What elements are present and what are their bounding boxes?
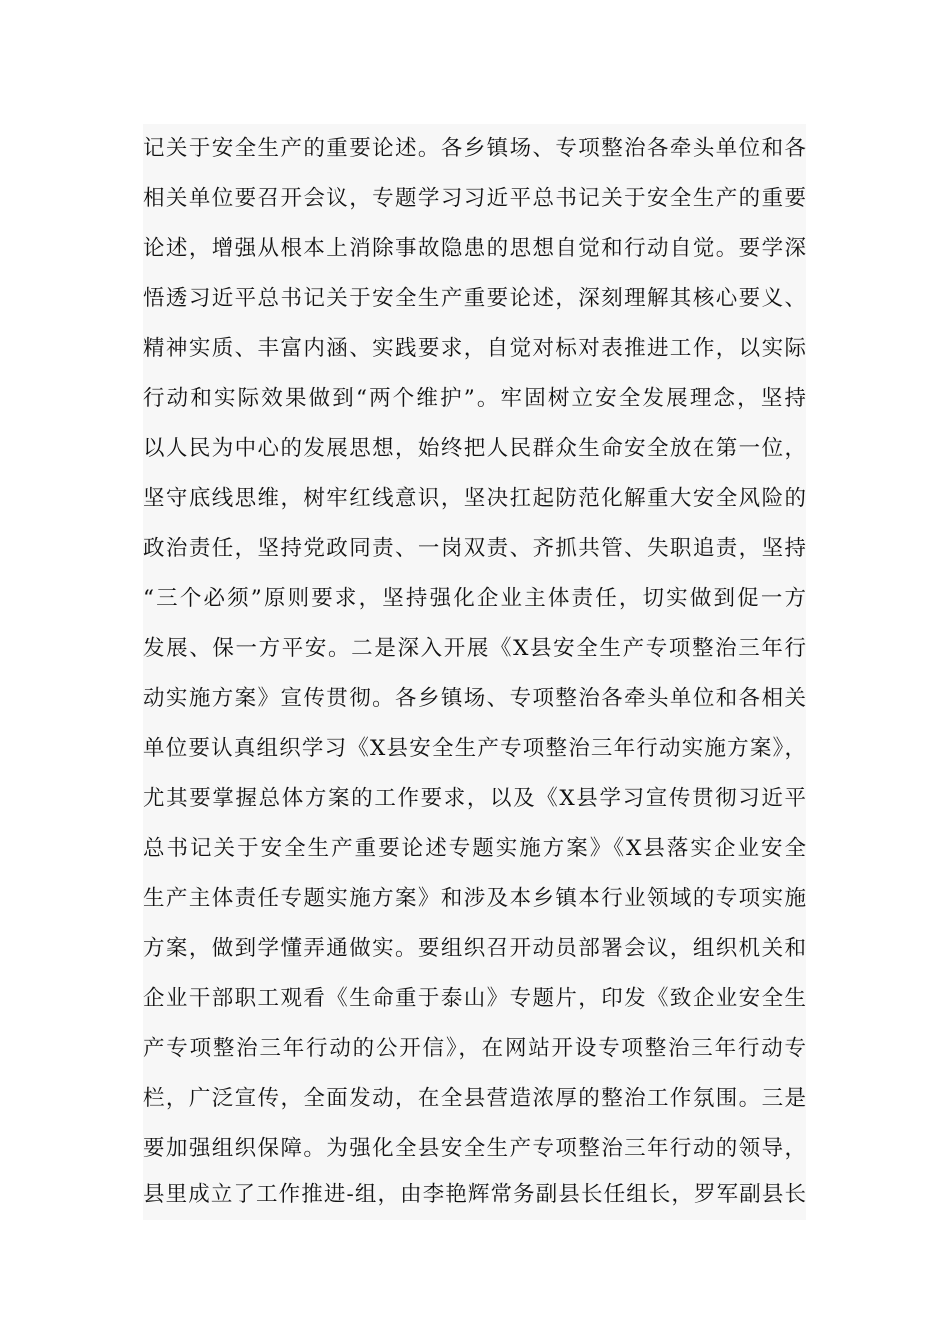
text-line: 方案，做到学懂弄通做实。要组织召开动员部署会议，组织机关和 — [143, 936, 806, 961]
text-line: 记关于安全生产的重要论述。各乡镇场、专项整治各牵头单位和各 — [143, 136, 806, 161]
text-line: 企业干部职工观看《生命重于泰山》专题片，印发《致企业安全生 — [143, 986, 806, 1011]
text-line: 精神实质、丰富内涵、实践要求，自觉对标对表推进工作，以实际 — [143, 336, 806, 361]
text-line: 要加强组织保障。为强化全县安全生产专项整治三年行动的领导， — [143, 1136, 806, 1161]
text-line: 坚守底线思维，树牢红线意识，坚决扛起防范化解重大安全风险的 — [143, 486, 806, 511]
text-line: 行动和实际效果做到“两个维护”。牢固树立安全发展理念，坚持 — [143, 386, 806, 411]
text-line: 产专项整治三年行动的公开信》，在网站开设专项整治三年行动专 — [143, 1036, 806, 1061]
text-line: 以人民为中心的发展思想，始终把人民群众生命安全放在第一位， — [143, 436, 806, 461]
text-line: 动实施方案》宣传贯彻。各乡镇场、专项整治各牵头单位和各相关 — [143, 686, 806, 711]
text-line: “三个必须”原则要求，坚持强化企业主体责任，切实做到促一方 — [143, 586, 806, 611]
text-line: 栏，广泛宣传，全面发动，在全县营造浓厚的整治工作氛围。三是 — [143, 1086, 806, 1111]
text-line: 发展、保一方平安。二是深入开展《X县安全生产专项整治三年行 — [143, 636, 806, 661]
text-line: 论述，增强从根本上消除事故隐患的思想自觉和行动自觉。要学深 — [143, 236, 806, 261]
text-line: 相关单位要召开会议，专题学习习近平总书记关于安全生产的重要 — [143, 186, 806, 211]
body-text-block — [143, 124, 806, 1220]
text-line: 生产主体责任专题实施方案》和涉及本乡镇本行业领域的专项实施 — [143, 886, 806, 911]
text-line: 总书记关于安全生产重要论述专题实施方案》《X县落实企业安全 — [143, 836, 806, 861]
text-line: 县里成立了工作推进-组，由李艳辉常务副县长任组长，罗军副县长 — [143, 1182, 806, 1207]
text-line: 单位要认真组织学习《X县安全生产专项整治三年行动实施方案》， — [143, 736, 806, 761]
text-line: 悟透习近平总书记关于安全生产重要论述，深刻理解其核心要义、 — [143, 286, 806, 311]
text-line: 政治责任，坚持党政同责、一岗双责、齐抓共管、失职追责，坚持 — [143, 536, 806, 561]
text-line: 尤其要掌握总体方案的工作要求，以及《X县学习宣传贯彻习近平 — [143, 786, 806, 811]
